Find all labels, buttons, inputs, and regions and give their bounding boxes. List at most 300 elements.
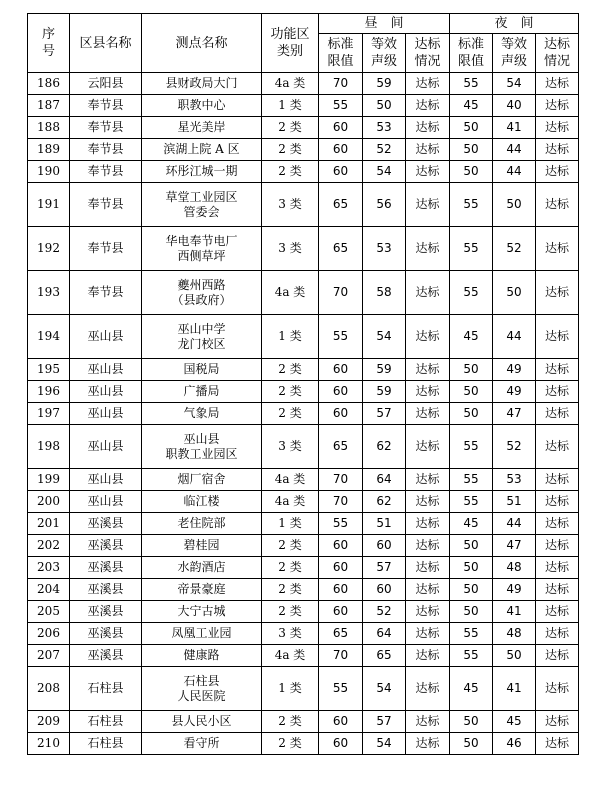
zone-cell: 4a 类 [262,645,319,667]
table-row [28,623,579,645]
night-limit-cell: 50 [450,535,493,557]
table-row [28,161,579,183]
table-row [28,73,579,95]
night-status-cell: 达标 [536,381,579,403]
night-limit-cell: 55 [450,623,493,645]
day-status-cell: 达标 [406,623,450,645]
night-limit-cell: 45 [450,95,493,117]
site-name-line: 人民医院 [177,688,226,703]
row-number: 193 [28,271,70,315]
site-name-line: 夔州西路 [177,277,226,292]
site-name-line: 帝景豪庭 [177,582,226,596]
district-cell: 石柱县 [70,667,142,711]
site-cell [142,227,262,271]
zone-cell: 3 类 [262,227,319,271]
header-index: 序 号 [28,14,70,73]
site-cell [142,557,262,579]
day-level-cell: 64 [363,623,406,645]
zone-cell: 2 类 [262,117,319,139]
row-number: 205 [28,601,70,623]
night-level-cell: 47 [493,403,536,425]
site-name-line: 职教中心 [177,98,226,112]
day-level-cell: 54 [363,733,406,755]
zone-cell: 2 类 [262,403,319,425]
zone-cell: 2 类 [262,161,319,183]
site-cell [142,733,262,755]
site-name-line: 龙门校区 [177,336,226,351]
day-level-cell: 58 [363,271,406,315]
site-cell [142,161,262,183]
night-level-cell: 52 [493,425,536,469]
table-row [28,315,579,359]
row-number: 204 [28,579,70,601]
night-limit-cell: 55 [450,469,493,491]
night-status-cell: 达标 [536,183,579,227]
day-limit-cell: 60 [319,711,363,733]
zone-cell: 2 类 [262,711,319,733]
day-limit-cell: 60 [319,579,363,601]
night-status-cell: 达标 [536,271,579,315]
district-cell: 奉节县 [70,183,142,227]
day-status-cell: 达标 [406,315,450,359]
site-name-line: 管委会 [183,204,220,219]
night-status-cell: 达标 [536,161,579,183]
header-night: 夜 间 [450,14,579,34]
night-limit-cell: 50 [450,117,493,139]
zone-cell: 2 类 [262,381,319,403]
site-name-line: 大宁古城 [177,604,226,618]
district-cell: 巫溪县 [70,601,142,623]
day-limit-cell: 65 [319,183,363,227]
site-cell [142,711,262,733]
site-cell [142,623,262,645]
day-status-cell: 达标 [406,271,450,315]
day-level-cell: 54 [363,667,406,711]
night-status-cell: 达标 [536,315,579,359]
district-cell: 巫溪县 [70,623,142,645]
day-level-cell: 56 [363,183,406,227]
district-cell: 巫溪县 [70,535,142,557]
zone-cell: 1 类 [262,513,319,535]
zone-cell: 4a 类 [262,469,319,491]
row-number: 194 [28,315,70,359]
zone-cell: 2 类 [262,139,319,161]
site-name-line: （县政府） [171,292,232,307]
day-limit-cell: 65 [319,227,363,271]
row-number: 190 [28,161,70,183]
district-cell: 巫溪县 [70,579,142,601]
row-number: 207 [28,645,70,667]
night-limit-cell: 50 [450,557,493,579]
district-cell: 巫山县 [70,425,142,469]
site-cell [142,117,262,139]
day-limit-cell: 60 [319,139,363,161]
table-row [28,513,579,535]
zone-cell: 3 类 [262,623,319,645]
zone-cell: 1 类 [262,95,319,117]
table-row [28,491,579,513]
day-limit-cell: 60 [319,601,363,623]
night-status-cell: 达标 [536,491,579,513]
site-name-line: 石柱县 [183,673,220,688]
site-name-line: 星光美岸 [177,120,226,134]
day-level-cell: 57 [363,403,406,425]
night-status-cell: 达标 [536,95,579,117]
row-number: 209 [28,711,70,733]
night-level-cell: 40 [493,95,536,117]
site-cell [142,139,262,161]
zone-cell: 4a 类 [262,73,319,95]
table-header [28,14,579,73]
site-name-line: 气象局 [183,406,220,420]
row-number: 186 [28,73,70,95]
night-level-cell: 47 [493,535,536,557]
district-cell: 巫溪县 [70,557,142,579]
night-status-cell: 达标 [536,73,579,95]
night-level-cell: 49 [493,381,536,403]
district-cell: 云阳县 [70,73,142,95]
site-name-line: 县财政局大门 [165,76,238,90]
header-night-limit: 标准 限值 [450,34,493,73]
day-limit-cell: 60 [319,403,363,425]
header-site: 测点名称 [142,14,262,73]
site-cell [142,73,262,95]
zone-cell: 3 类 [262,183,319,227]
zone-cell: 2 类 [262,535,319,557]
site-name-line: 职教工业园区 [165,446,238,461]
row-number: 200 [28,491,70,513]
zone-cell: 4a 类 [262,271,319,315]
day-level-cell: 53 [363,227,406,271]
night-status-cell: 达标 [536,601,579,623]
row-number: 187 [28,95,70,117]
night-status-cell: 达标 [536,227,579,271]
day-limit-cell: 70 [319,271,363,315]
day-limit-cell: 60 [319,733,363,755]
header-day-level: 等效 声级 [363,34,406,73]
night-level-cell: 46 [493,733,536,755]
day-level-cell: 62 [363,425,406,469]
night-limit-cell: 50 [450,359,493,381]
night-status-cell: 达标 [536,557,579,579]
day-level-cell: 59 [363,381,406,403]
day-status-cell: 达标 [406,95,450,117]
site-name-line: 烟厂宿舍 [177,472,226,486]
table-body [28,73,579,755]
table-row [28,95,579,117]
table-row [28,711,579,733]
site-cell [142,425,262,469]
table-row [28,557,579,579]
day-status-cell: 达标 [406,667,450,711]
site-cell [142,95,262,117]
row-number: 192 [28,227,70,271]
day-status-cell: 达标 [406,733,450,755]
day-status-cell: 达标 [406,359,450,381]
zone-cell: 2 类 [262,359,319,381]
row-number: 210 [28,733,70,755]
day-status-cell: 达标 [406,403,450,425]
table-row [28,403,579,425]
night-status-cell: 达标 [536,711,579,733]
row-number: 199 [28,469,70,491]
night-level-cell: 52 [493,227,536,271]
night-level-cell: 49 [493,359,536,381]
table-row [28,359,579,381]
day-status-cell: 达标 [406,425,450,469]
day-level-cell: 59 [363,73,406,95]
row-number: 189 [28,139,70,161]
night-status-cell: 达标 [536,623,579,645]
day-status-cell: 达标 [406,557,450,579]
night-status-cell: 达标 [536,403,579,425]
day-limit-cell: 70 [319,491,363,513]
site-name-line: 国税局 [183,362,220,376]
night-level-cell: 51 [493,491,536,513]
day-level-cell: 52 [363,601,406,623]
site-cell [142,645,262,667]
night-limit-cell: 55 [450,645,493,667]
zone-cell: 2 类 [262,579,319,601]
day-level-cell: 52 [363,139,406,161]
night-level-cell: 44 [493,161,536,183]
site-name-line: 广播局 [183,384,220,398]
header-day: 昼 间 [319,14,450,34]
row-number: 202 [28,535,70,557]
day-limit-cell: 55 [319,513,363,535]
site-name-line: 环彤江城一期 [165,164,238,178]
night-limit-cell: 55 [450,425,493,469]
table-row [28,425,579,469]
district-cell: 巫山县 [70,403,142,425]
row-number: 201 [28,513,70,535]
night-limit-cell: 45 [450,513,493,535]
site-cell [142,403,262,425]
night-limit-cell: 50 [450,579,493,601]
day-level-cell: 54 [363,315,406,359]
row-number: 191 [28,183,70,227]
site-name-line: 看守所 [183,736,220,750]
table-row [28,227,579,271]
site-cell [142,579,262,601]
row-number: 197 [28,403,70,425]
header-night-status: 达标 情况 [536,34,579,73]
night-limit-cell: 55 [450,491,493,513]
night-level-cell: 49 [493,579,536,601]
night-level-cell: 44 [493,139,536,161]
day-status-cell: 达标 [406,645,450,667]
day-level-cell: 64 [363,469,406,491]
day-status-cell: 达标 [406,535,450,557]
night-status-cell: 达标 [536,359,579,381]
night-limit-cell: 50 [450,601,493,623]
day-limit-cell: 70 [319,645,363,667]
day-level-cell: 57 [363,711,406,733]
district-cell: 奉节县 [70,161,142,183]
row-number: 208 [28,667,70,711]
row-number: 196 [28,381,70,403]
site-name-line: 西侧草坪 [177,248,226,263]
district-cell: 石柱县 [70,711,142,733]
day-limit-cell: 60 [319,161,363,183]
day-limit-cell: 65 [319,425,363,469]
night-level-cell: 54 [493,73,536,95]
night-status-cell: 达标 [536,667,579,711]
site-cell [142,535,262,557]
day-status-cell: 达标 [406,161,450,183]
night-level-cell: 44 [493,315,536,359]
night-limit-cell: 45 [450,667,493,711]
zone-cell: 2 类 [262,557,319,579]
day-status-cell: 达标 [406,513,450,535]
district-cell: 巫山县 [70,315,142,359]
night-level-cell: 50 [493,183,536,227]
table-row [28,601,579,623]
day-level-cell: 62 [363,491,406,513]
district-cell: 奉节县 [70,95,142,117]
night-level-cell: 41 [493,117,536,139]
night-status-cell: 达标 [536,579,579,601]
noise-monitoring-table [27,13,579,755]
district-cell: 奉节县 [70,271,142,315]
night-level-cell: 48 [493,623,536,645]
row-number: 203 [28,557,70,579]
site-name-line: 华电奉节电厂 [165,233,238,248]
site-cell [142,491,262,513]
day-status-cell: 达标 [406,139,450,161]
night-status-cell: 达标 [536,733,579,755]
district-cell: 石柱县 [70,733,142,755]
site-name-line: 老住院部 [177,516,226,530]
zone-cell: 2 类 [262,733,319,755]
site-cell [142,359,262,381]
day-limit-cell: 60 [319,535,363,557]
header-day-limit: 标准 限值 [319,34,363,73]
night-limit-cell: 55 [450,227,493,271]
day-status-cell: 达标 [406,711,450,733]
night-limit-cell: 45 [450,315,493,359]
table-row [28,139,579,161]
row-number: 188 [28,117,70,139]
table-row [28,381,579,403]
district-cell: 巫山县 [70,381,142,403]
day-limit-cell: 70 [319,73,363,95]
table-row [28,579,579,601]
header-night-level: 等效 声级 [493,34,536,73]
night-level-cell: 50 [493,645,536,667]
zone-cell: 1 类 [262,667,319,711]
day-limit-cell: 60 [319,381,363,403]
site-cell [142,667,262,711]
site-name-line: 临江楼 [183,494,220,508]
day-status-cell: 达标 [406,381,450,403]
site-name-line: 凤凰工业园 [171,626,232,640]
day-limit-cell: 60 [319,117,363,139]
table-row [28,183,579,227]
district-cell: 巫溪县 [70,645,142,667]
site-cell [142,469,262,491]
day-limit-cell: 65 [319,623,363,645]
day-limit-cell: 55 [319,95,363,117]
day-level-cell: 53 [363,117,406,139]
site-name-line: 巫山县 [183,431,220,446]
district-cell: 奉节县 [70,139,142,161]
site-cell [142,513,262,535]
night-limit-cell: 50 [450,403,493,425]
night-level-cell: 53 [493,469,536,491]
table-row [28,271,579,315]
site-cell [142,381,262,403]
night-limit-cell: 50 [450,733,493,755]
night-level-cell: 41 [493,601,536,623]
night-status-cell: 达标 [536,535,579,557]
zone-cell: 1 类 [262,315,319,359]
day-level-cell: 60 [363,579,406,601]
day-level-cell: 50 [363,95,406,117]
night-status-cell: 达标 [536,645,579,667]
site-cell [142,183,262,227]
site-name-line: 巫山中学 [177,321,226,336]
night-level-cell: 45 [493,711,536,733]
table-row [28,535,579,557]
day-level-cell: 65 [363,645,406,667]
night-limit-cell: 55 [450,183,493,227]
day-limit-cell: 60 [319,557,363,579]
site-cell [142,271,262,315]
zone-cell: 3 类 [262,425,319,469]
day-limit-cell: 60 [319,359,363,381]
header-day-status: 达标 情况 [406,34,450,73]
day-limit-cell: 55 [319,667,363,711]
row-number: 206 [28,623,70,645]
night-status-cell: 达标 [536,139,579,161]
district-cell: 巫溪县 [70,513,142,535]
day-status-cell: 达标 [406,117,450,139]
day-level-cell: 51 [363,513,406,535]
day-status-cell: 达标 [406,601,450,623]
night-limit-cell: 50 [450,711,493,733]
day-level-cell: 54 [363,161,406,183]
table-row [28,667,579,711]
night-status-cell: 达标 [536,513,579,535]
zone-cell: 2 类 [262,601,319,623]
night-level-cell: 50 [493,271,536,315]
table-row [28,645,579,667]
night-status-cell: 达标 [536,117,579,139]
site-name-line: 草堂工业园区 [165,189,238,204]
table-row [28,733,579,755]
day-status-cell: 达标 [406,227,450,271]
district-cell: 奉节县 [70,117,142,139]
night-level-cell: 48 [493,557,536,579]
day-status-cell: 达标 [406,579,450,601]
night-limit-cell: 50 [450,161,493,183]
row-number: 198 [28,425,70,469]
day-level-cell: 57 [363,557,406,579]
site-cell [142,601,262,623]
night-level-cell: 44 [493,513,536,535]
district-cell: 巫山县 [70,359,142,381]
table-row [28,469,579,491]
zone-cell: 4a 类 [262,491,319,513]
day-limit-cell: 55 [319,315,363,359]
day-status-cell: 达标 [406,73,450,95]
night-limit-cell: 50 [450,381,493,403]
day-status-cell: 达标 [406,183,450,227]
day-status-cell: 达标 [406,491,450,513]
district-cell: 巫山县 [70,491,142,513]
day-level-cell: 59 [363,359,406,381]
